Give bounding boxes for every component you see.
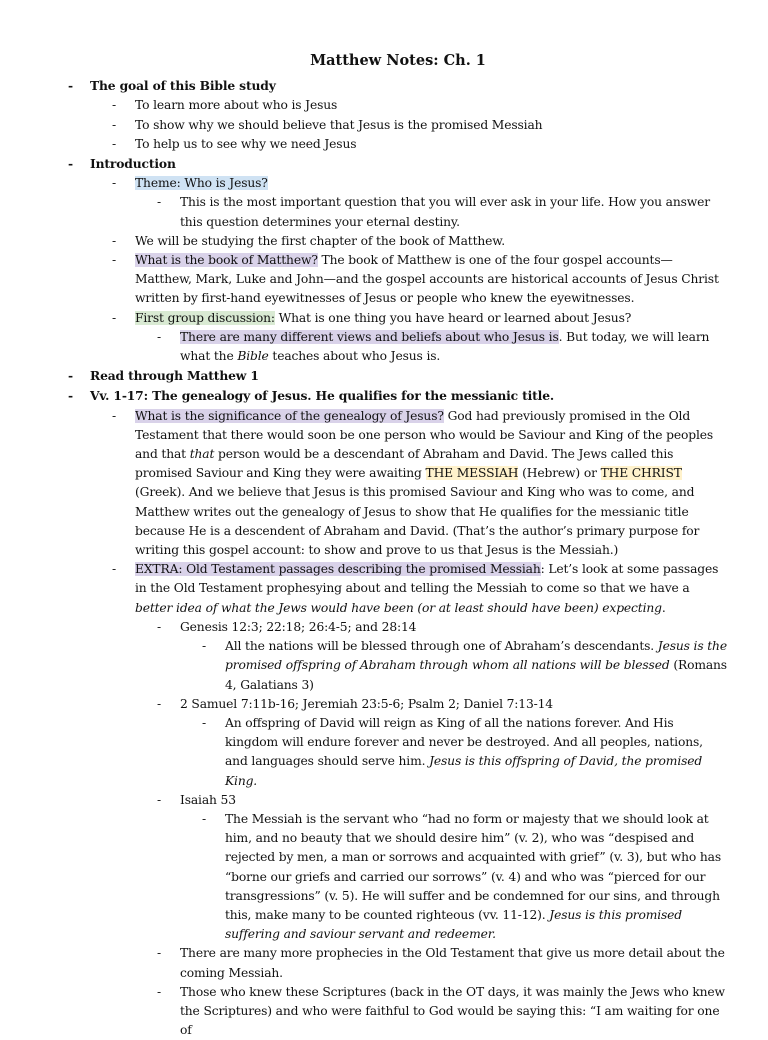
intro-heading: Introduction <box>90 156 176 172</box>
bullet-dash: - <box>157 792 162 807</box>
bullet-dash: - <box>112 176 117 191</box>
goal-heading: The goal of this Bible study <box>90 78 276 94</box>
group-discussion-question: What is one thing you have heard or learned about Jesus? <box>274 310 632 325</box>
list-item <box>68 560 728 618</box>
bullet-dash: - <box>157 329 162 344</box>
list-item <box>68 695 728 714</box>
section-genealogy <box>68 386 728 406</box>
bullet-dash: - <box>112 253 117 268</box>
list-item <box>68 328 728 366</box>
genesis-italic: Jesus is the promised offspring of Abraham through whom all nations will be blessed <box>225 639 727 673</box>
list-item <box>68 232 728 251</box>
significance-text-1: God had previously promised in the Old Testament that there would soon be one person who would be Saviour and King of the peoples and that <box>135 408 714 462</box>
isaiah-text: The Messiah is the servant who “had no form or majesty that we should look at him, and no beauty that we should desire him” (v. 2), who was “despised and rejected by men, a man or sorrows and acquainted with grief” (v. 3), but who has “borne our griefs and carried our sorrows” (v. 4) and who was “pierced for our transgressions” (v. 5). He will suffer and be condemned for our sins, and through this, make many to be counted righteous (vv. 11-12). <box>225 811 721 922</box>
bullet-dash: - <box>157 195 162 210</box>
isaiah-reference: Isaiah 53 <box>180 792 236 807</box>
those-who-knew-text: Those who knew these Scriptures (back in the OT days, it was mainly the Jews who knew the Scriptures) and who were faithful to God would be saying this: “I am waiting for one of <box>180 984 725 1038</box>
views-highlight: There are many different views and beliefs about who Jesus is <box>180 329 559 344</box>
group-discussion-label: First group discussion: <box>135 310 275 325</box>
samuel-reference: 2 Samuel 7:11b-16; Jeremiah 23:5-6; Psalm 2; Daniel 7:13-14 <box>180 696 553 711</box>
extra-text: : Let’s look at some passages in the Old Testament prophesying about and telling the Messiah to come so that we have a <box>135 562 719 596</box>
bullet-dash: - <box>112 98 117 113</box>
page-title: Matthew Notes: Ch. 1 <box>310 52 486 69</box>
samuel-text: An offspring of David will reign as King of all the nations forever. And His kingdom will endure forever and never be destroyed. And all peoples, nations, and languages should serve him. <box>225 715 703 769</box>
genesis-end: (Romans 4, Galatians 3) <box>225 658 727 692</box>
list-item <box>68 791 728 810</box>
list-item <box>68 193 728 231</box>
bullet-dash: - <box>112 562 117 577</box>
bullet-dash: - <box>202 715 207 730</box>
views-text: . But today, we will learn what the <box>180 329 710 364</box>
list-item <box>68 174 728 193</box>
genealogy-heading: Vv. 1-17: The genealogy of Jesus. He qualifies for the messianic title. <box>90 388 555 404</box>
more-prophecies-text: There are many more prophecies in the Old Testament that give us more detail about the coming Messiah. <box>180 946 725 980</box>
views-end: teaches about who Jesus is. <box>268 349 441 364</box>
goal-item-2: To show why we should believe that Jesus is the promised Messiah <box>135 117 543 132</box>
significance-text-4: (Greek). And we believe that Jesus is this promised Saviour and King who was to come, and Matthew writes out the genealogy of Jesus to show that He qualifies for the messianic title because He is a descendent of Abraham and David. (That’s the author’s primary purpose for writing this gospel account: to show and prove to us that Jesus is the Messiah.) <box>135 485 700 558</box>
section-introduction <box>68 154 728 174</box>
bullet-dash: - <box>68 156 73 172</box>
list-item <box>68 983 728 1040</box>
list-item <box>68 135 728 154</box>
genesis-text: All the nations will be blessed through one of Abraham’s descendants. <box>225 639 658 654</box>
list-item <box>68 618 728 637</box>
extra-end: . <box>661 600 666 615</box>
bullet-dash: - <box>202 811 207 826</box>
list-item <box>68 407 728 561</box>
christ-highlight: THE CHRIST <box>600 466 682 481</box>
bullet-dash: - <box>68 388 73 404</box>
list-item <box>68 309 728 328</box>
bullet-dash: - <box>157 619 162 634</box>
extra-italic: better idea of what the Jews would have been (or at least should have been) expecting <box>135 600 662 615</box>
significance-question: What is the significance of the genealogy of Jesus? <box>135 408 444 423</box>
goal-item-1: To learn more about who is Jesus <box>135 98 338 113</box>
book-answer: The book of Matthew is one of the four gospel accounts—Matthew, Mark, Luke and John—and the gospel accounts are historical accounts of Jesus Christ written by first-hand eyewitnesses of Jesus or people who knew the eyewitnesses. <box>135 253 719 306</box>
studying-text: We will be studying the first chapter of the book of Matthew. <box>135 233 505 248</box>
list-item <box>68 714 728 791</box>
list-item <box>68 944 728 982</box>
samuel-italic: Jesus is this offspring of David, the promised King. <box>225 754 703 788</box>
bullet-dash: - <box>112 233 117 248</box>
bullet-dash: - <box>68 78 73 94</box>
bullet-dash: - <box>112 310 117 325</box>
bullet-dash: - <box>112 408 117 423</box>
isaiah-italic: Jesus is this promised suffering and saviour servant and redeemer. <box>225 907 683 942</box>
list-item <box>68 810 728 944</box>
section-read <box>68 366 728 386</box>
list-item <box>68 637 728 695</box>
read-heading: Read through Matthew 1 <box>90 368 259 384</box>
theme-text: This is the most important question that you will ever ask in your life. How you answer this question determines your eternal destiny. <box>180 195 710 229</box>
bullet-dash: - <box>202 639 207 654</box>
list-item <box>68 116 728 135</box>
bullet-dash: - <box>112 136 117 151</box>
section-goal <box>68 76 728 96</box>
bullet-dash: - <box>68 368 73 384</box>
list-item <box>68 96 728 115</box>
genesis-reference: Genesis 12:3; 22:18; 26:4-5; and 28:14 <box>180 619 417 634</box>
messiah-highlight: THE MESSIAH <box>425 466 519 481</box>
book-question: What is the book of Matthew? <box>135 253 318 268</box>
bullet-dash: - <box>157 696 162 711</box>
goal-item-3: To help us to see why we need Jesus <box>135 136 357 151</box>
list-item <box>68 251 728 309</box>
significance-that: that <box>189 447 215 462</box>
bullet-dash: - <box>157 946 162 961</box>
significance-text-2: person would be a descendant of Abraham and David. The Jews called this promised Saviour and King they were awaiting <box>135 447 674 481</box>
extra-label: EXTRA: Old Testament passages describing the promised Messiah <box>135 562 541 577</box>
bullet-dash: - <box>112 117 117 132</box>
significance-text-3: (Hebrew) or <box>518 466 601 481</box>
theme-label: Theme: Who is Jesus? <box>135 176 268 191</box>
bullet-dash: - <box>157 984 162 999</box>
views-bible: Bible <box>237 349 269 364</box>
